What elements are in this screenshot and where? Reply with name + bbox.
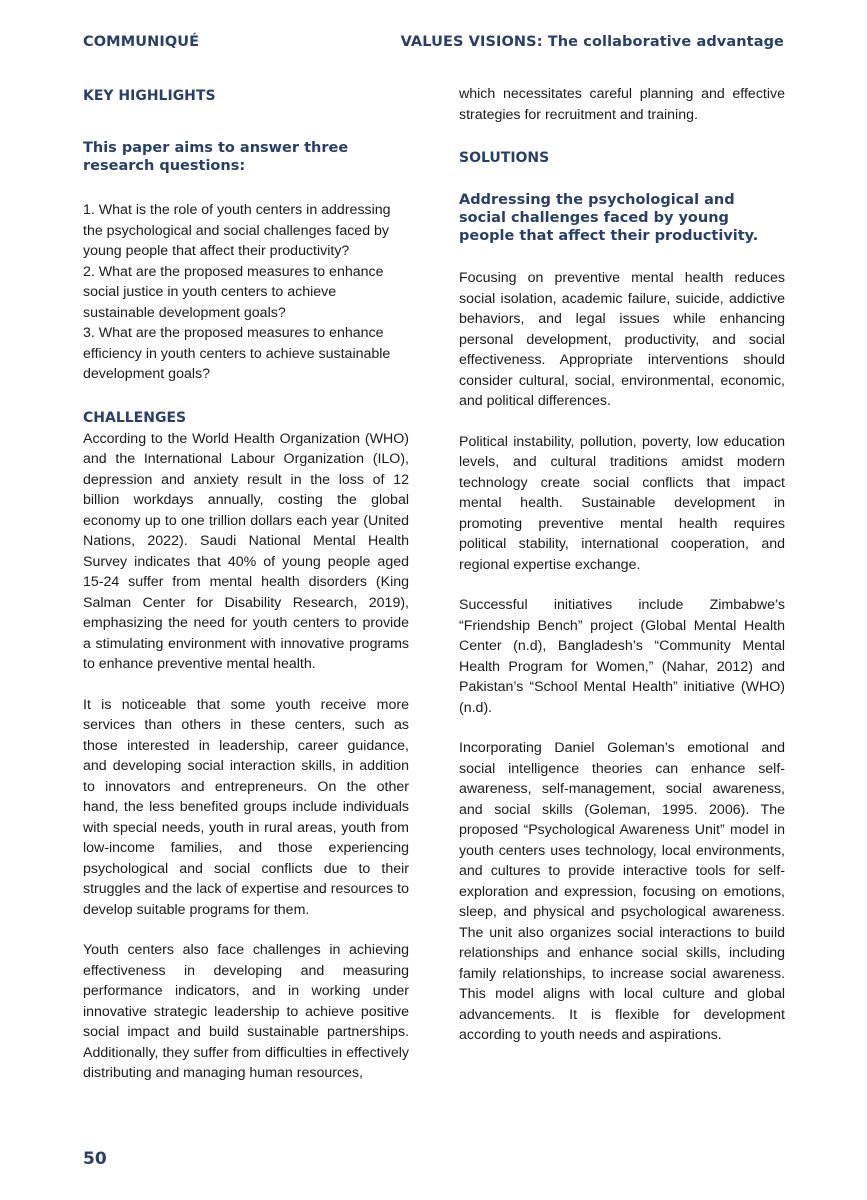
research-questions-list: 1. What is the role of youth centers in addressing the psychological and social challenges faced by young people that affect their productivity? 2. What are the proposed measures to enhance social justice in youth centers to achieve sustainable development goals? 3. What are the proposed measures to enhance efficiency in youth centers to achieve sustainable development goals? xyxy=(83,202,391,382)
section-title: VALUES VISIONS: The collaborative advantage xyxy=(400,34,784,50)
research-questions-heading: This paper aims to answer three research questions: xyxy=(83,140,349,174)
right-column xyxy=(459,84,785,1046)
challenges-paragraph: According to the World Health Organization (WHO) and the International Labour Organization (ILO), depression and anxiety result in the loss of 12 billion workdays annually, costing the global economy up to one trillion dollars each year (United Nations, 2022). Saudi National Mental Health Survey indicates that 40% of young people aged 15-24 suffer from mental health disorders (King Salman Center for Disability Research, 2019), emphasizing the need for youth centers to provide a stimulating environment with innovative programs to enhance preventive mental health. xyxy=(83,430,409,672)
solutions-paragraph: Successful initiatives include Zimbabwe’s “Friendship Bench” project (Global Mental Health Center (n.d), Bangladesh’s “Community Mental Health Program for Women,” (Nahar, 2012) and Pakistan’s “School Mental Health” initiative (WHO) (n.d). xyxy=(459,597,785,716)
publication-title: COMMUNIQUÉ xyxy=(83,34,200,50)
solutions-paragraph: Incorporating Daniel Goleman’s emotional and social intelligence theories can enhance self-awareness, self-management, social awareness, and social skills (Goleman, 1995. 2006). The proposed “Psychological Awareness Unit” model in youth centers uses technology, local environments, and cultures to provide interactive tools for self-exploration and expression, focusing on emotions, sleep, and physical and psychological awareness. The unit also organizes social interactions to build relationships and enhance social skills, including family relationships, to increase social awareness. This model aligns with local culture and global advancements. It is flexible for development according to youth needs and aspirations. xyxy=(459,740,785,1043)
solutions-subheading: Addressing the psychological and social challenges faced by young people that affect their productivity. xyxy=(459,192,759,244)
page-number: 50 xyxy=(83,1149,107,1169)
solutions-paragraph: Political instability, pollution, poverty, low education levels, and cultural traditions amidst modern technology create social conflicts that impact mental health. Sustainable development in promoting preventive mental health requires political stability, international cooperation, and regional expertise exchange. xyxy=(459,433,785,573)
challenges-paragraph: Youth centers also face challenges in achieving effectiveness in developing and measuring performance indicators, and in working under innovative strategic leadership to achieve positive social impact and build sustainable partnerships. Additionally, they suffer from difficulties in effectively distributing and managing human resources, xyxy=(83,942,409,1081)
solutions-paragraph: Focusing on preventive mental health reduces social isolation, academic failure, suicide, addictive behaviors, and legal issues while enhancing personal development, productivity, and social effectiveness. Appropriate interventions should consider cultural, social, environmental, economic, and political differences. xyxy=(459,270,785,409)
left-column xyxy=(83,84,409,1084)
challenges-paragraph: It is noticeable that some youth receive more services than others in these centers, such as those interested in leadership, career guidance, and developing social interaction skills, in addition to innovators and entrepreneurs. On the other hand, the less benefited groups include individuals with special needs, youth in rural areas, youth from low-income families, and those experiencing psychological and social conflicts due to their struggles and the lack of expertise and resources to develop suitable programs for them. xyxy=(83,696,409,918)
continuation-paragraph: which necessitates careful planning and effective strategies for recruitment and training. xyxy=(459,86,785,123)
key-highlights-heading: KEY HIGHLIGHTS xyxy=(83,88,216,104)
solutions-heading: SOLUTIONS xyxy=(459,150,550,166)
challenges-heading: CHALLENGES xyxy=(83,409,187,426)
